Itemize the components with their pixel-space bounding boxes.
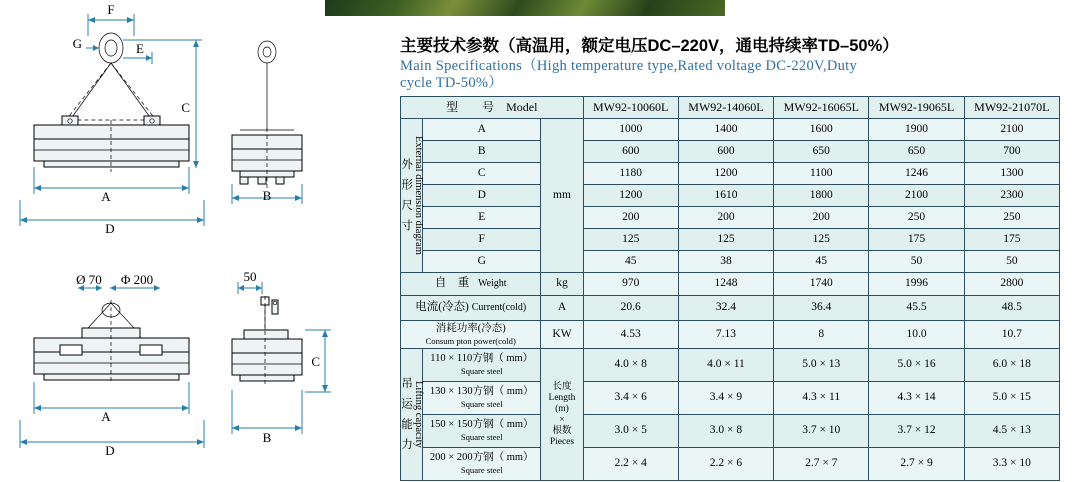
row-label-square-130-cn: 130 × 130方钢（ mm） bbox=[429, 386, 534, 397]
row-label-square-150-en: Square steel bbox=[460, 432, 503, 442]
cell-F-3: 125 bbox=[774, 229, 869, 251]
cell-B-3: 650 bbox=[774, 141, 869, 163]
row-label-weight bbox=[401, 273, 541, 296]
cell-sq150-3: 3.7 × 10 bbox=[774, 415, 869, 448]
row-label-square-150 bbox=[423, 415, 541, 448]
drawing-front-view-detail bbox=[20, 272, 204, 458]
cell-D-4: 2100 bbox=[869, 185, 964, 207]
row-label-square-200 bbox=[423, 448, 541, 481]
header-model-5: MW92-21070L bbox=[964, 97, 1059, 119]
unit-length-en: Length bbox=[548, 392, 576, 403]
cell-sq130-1: 3.4 × 6 bbox=[583, 382, 678, 415]
row-label-F: F bbox=[423, 229, 541, 251]
row-label-square-200-cn: 200 × 200方钢（ mm） bbox=[429, 452, 534, 463]
table-row bbox=[401, 229, 1060, 251]
cell-sq150-4: 3.7 × 12 bbox=[869, 415, 964, 448]
row-label-power-en: Consum pton power(cold) bbox=[425, 335, 516, 346]
cell-sq110-3: 5.0 × 13 bbox=[774, 349, 869, 382]
cell-E-4: 250 bbox=[869, 207, 964, 229]
dim-label-50: 50 bbox=[243, 269, 257, 284]
dim-label-A: A bbox=[101, 189, 111, 204]
cell-E-3: 200 bbox=[774, 207, 869, 229]
unit-kg: kg bbox=[541, 273, 583, 296]
cell-G-4: 50 bbox=[869, 251, 964, 273]
cell-sq150-5: 4.5 × 13 bbox=[964, 415, 1059, 448]
cell-power-2: 7.13 bbox=[678, 321, 773, 349]
dim-label-A2: A bbox=[101, 409, 111, 424]
cell-G-2: 38 bbox=[678, 251, 773, 273]
cell-B-2: 600 bbox=[678, 141, 773, 163]
table-row bbox=[401, 207, 1060, 229]
dim-label-B: B bbox=[262, 188, 272, 203]
dim-label-C2: C bbox=[311, 354, 320, 369]
cell-sq110-5: 6.0 × 18 bbox=[964, 349, 1059, 382]
cell-sq110-4: 5.0 × 16 bbox=[869, 349, 964, 382]
unit-pieces-en: Pieces bbox=[549, 436, 575, 447]
cell-power-1: 4.53 bbox=[583, 321, 678, 349]
header-model-3: MW92-16065L bbox=[774, 97, 869, 119]
cell-A-2: 1400 bbox=[678, 119, 773, 141]
dim-label-dia70: Ø 70 bbox=[76, 272, 102, 287]
cell-E-1: 200 bbox=[583, 207, 678, 229]
row-label-current-en: Current(cold) bbox=[471, 302, 527, 314]
cell-C-3: 1100 bbox=[774, 163, 869, 185]
cell-power-3: 8 bbox=[774, 321, 869, 349]
cell-G-3: 45 bbox=[774, 251, 869, 273]
table-row bbox=[401, 415, 1060, 448]
group-external-cn: 外 形 尺 寸 bbox=[400, 157, 413, 234]
row-label-square-110-en: Square steel bbox=[460, 366, 503, 376]
cell-E-5: 250 bbox=[964, 207, 1059, 229]
row-label-weight-en: Weight bbox=[477, 278, 507, 290]
cell-G-5: 50 bbox=[964, 251, 1059, 273]
cell-sq200-4: 2.7 × 9 bbox=[869, 448, 964, 481]
cell-sq130-3: 4.3 × 11 bbox=[774, 382, 869, 415]
cell-weight-1: 970 bbox=[583, 273, 678, 296]
row-label-A: A bbox=[423, 119, 541, 141]
cell-D-3: 1800 bbox=[774, 185, 869, 207]
cell-D-1: 1200 bbox=[583, 185, 678, 207]
row-label-E: E bbox=[423, 207, 541, 229]
table-row bbox=[401, 296, 1060, 321]
cell-A-5: 2100 bbox=[964, 119, 1059, 141]
cell-current-1: 20.6 bbox=[583, 296, 678, 321]
row-label-weight-cn: 自 重 bbox=[434, 277, 470, 290]
unit-mm: mm bbox=[541, 119, 583, 273]
cell-F-2: 125 bbox=[678, 229, 773, 251]
cell-C-1: 1180 bbox=[583, 163, 678, 185]
drawing-front-view bbox=[20, 2, 204, 236]
dim-label-dia200: Φ 200 bbox=[120, 272, 154, 287]
dim-label-C: C bbox=[181, 100, 190, 115]
cell-A-4: 1900 bbox=[869, 119, 964, 141]
table-row bbox=[401, 163, 1060, 185]
cell-sq110-2: 4.0 × 11 bbox=[678, 349, 773, 382]
cell-A-1: 1000 bbox=[583, 119, 678, 141]
cell-D-2: 1610 bbox=[678, 185, 773, 207]
group-lifting-label bbox=[401, 349, 423, 481]
dim-label-F: F bbox=[107, 2, 115, 17]
header-model-cell bbox=[401, 97, 584, 119]
spec-title-cn: 主要技术参数（高温用，额定电压DC–220V，通电持续率TD–50%） bbox=[400, 37, 899, 55]
table-row bbox=[401, 448, 1060, 481]
cell-weight-4: 1996 bbox=[869, 273, 964, 296]
cell-current-4: 45.5 bbox=[869, 296, 964, 321]
row-label-square-110 bbox=[423, 349, 541, 382]
row-label-G: G bbox=[423, 251, 541, 273]
cell-F-1: 125 bbox=[583, 229, 678, 251]
row-label-square-130-en: Square steel bbox=[460, 399, 503, 409]
unit-length-m: (m) bbox=[555, 403, 569, 414]
table-header-row bbox=[401, 97, 1060, 119]
cell-sq200-2: 2.2 × 6 bbox=[678, 448, 773, 481]
unit-times-symbol: × bbox=[559, 414, 565, 425]
unit-lifting bbox=[541, 349, 583, 481]
unit-kw: KW bbox=[541, 321, 583, 349]
row-label-square-200-en: Square steel bbox=[460, 465, 503, 475]
row-label-power bbox=[401, 321, 541, 349]
row-label-square-110-cn: 110 × 110方钢（ mm） bbox=[430, 353, 534, 364]
cell-F-5: 175 bbox=[964, 229, 1059, 251]
unit-length-cn: 长度 bbox=[552, 381, 572, 392]
table-row bbox=[401, 185, 1060, 207]
cell-sq200-5: 3.3 × 10 bbox=[964, 448, 1059, 481]
group-external-en: External dimension diagram bbox=[413, 136, 425, 255]
table-row bbox=[401, 382, 1060, 415]
spec-title-en bbox=[400, 58, 1060, 92]
specifications-block bbox=[400, 36, 1060, 481]
drawing-side-view bbox=[232, 41, 302, 204]
row-label-square-150-cn: 150 × 150方钢（ mm） bbox=[429, 419, 534, 430]
cell-B-4: 650 bbox=[869, 141, 964, 163]
dim-label-E: E bbox=[136, 41, 144, 56]
cell-current-2: 32.4 bbox=[678, 296, 773, 321]
header-model-2: MW92-14060L bbox=[678, 97, 773, 119]
cell-power-4: 10.0 bbox=[869, 321, 964, 349]
cell-sq130-5: 5.0 × 15 bbox=[964, 382, 1059, 415]
header-model-4: MW92-19065L bbox=[869, 97, 964, 119]
cell-G-1: 45 bbox=[583, 251, 678, 273]
dim-label-G: G bbox=[72, 36, 82, 51]
cell-C-2: 1200 bbox=[678, 163, 773, 185]
drawing-side-view-detail bbox=[232, 269, 331, 445]
cell-C-5: 1300 bbox=[964, 163, 1059, 185]
cell-sq130-2: 3.4 × 9 bbox=[678, 382, 773, 415]
row-label-B: B bbox=[423, 141, 541, 163]
unit-a: A bbox=[541, 296, 583, 321]
cell-sq150-1: 3.0 × 5 bbox=[583, 415, 678, 448]
cell-sq150-2: 3.0 × 8 bbox=[678, 415, 773, 448]
cell-E-2: 200 bbox=[678, 207, 773, 229]
table-row bbox=[401, 141, 1060, 163]
dim-label-D2: D bbox=[105, 443, 115, 458]
group-lifting-cn: 吊 运 能 力 bbox=[400, 376, 413, 453]
cell-sq130-4: 4.3 × 14 bbox=[869, 382, 964, 415]
header-model-cn: 型 号 bbox=[446, 99, 495, 114]
row-label-current bbox=[401, 296, 541, 321]
cell-B-5: 700 bbox=[964, 141, 1059, 163]
technical-drawings bbox=[0, 0, 400, 482]
row-label-power-cn: 消耗功率(冷态) bbox=[435, 322, 506, 334]
row-label-C: C bbox=[423, 163, 541, 185]
cell-sq200-3: 2.7 × 7 bbox=[774, 448, 869, 481]
cell-sq110-1: 4.0 × 8 bbox=[583, 349, 678, 382]
cell-B-1: 600 bbox=[583, 141, 678, 163]
cell-C-4: 1246 bbox=[869, 163, 964, 185]
cell-A-3: 1600 bbox=[774, 119, 869, 141]
header-model-en: Model bbox=[506, 99, 538, 114]
table-row bbox=[401, 251, 1060, 273]
cell-current-3: 36.4 bbox=[774, 296, 869, 321]
cell-F-4: 175 bbox=[869, 229, 964, 251]
cell-weight-2: 1248 bbox=[678, 273, 773, 296]
cell-D-5: 2300 bbox=[964, 185, 1059, 207]
spec-title-en-line2: cycle TD-50%） bbox=[400, 75, 504, 91]
cell-weight-3: 1740 bbox=[774, 273, 869, 296]
row-label-D: D bbox=[423, 185, 541, 207]
unit-pieces-cn: 根数 bbox=[552, 425, 572, 436]
group-lifting-en: Lifting capacity bbox=[413, 381, 425, 448]
row-label-square-130 bbox=[423, 382, 541, 415]
table-row bbox=[401, 273, 1060, 296]
cell-current-5: 48.5 bbox=[964, 296, 1059, 321]
table-row bbox=[401, 119, 1060, 141]
group-external-label bbox=[401, 119, 423, 273]
cell-sq200-1: 2.2 × 4 bbox=[583, 448, 678, 481]
spec-title-en-line1: Main Specifications（High temperature type,Rated voltage DC-220V,Duty bbox=[400, 58, 858, 74]
dim-label-B2: B bbox=[262, 430, 272, 445]
dim-label-D: D bbox=[105, 221, 115, 236]
specifications-table bbox=[400, 96, 1060, 481]
row-label-current-cn: 电流(冷态) bbox=[415, 301, 469, 314]
table-row bbox=[401, 321, 1060, 349]
cell-power-5: 10.7 bbox=[964, 321, 1059, 349]
header-model-1: MW92-10060L bbox=[583, 97, 678, 119]
table-row bbox=[401, 349, 1060, 382]
cell-weight-5: 2800 bbox=[964, 273, 1059, 296]
